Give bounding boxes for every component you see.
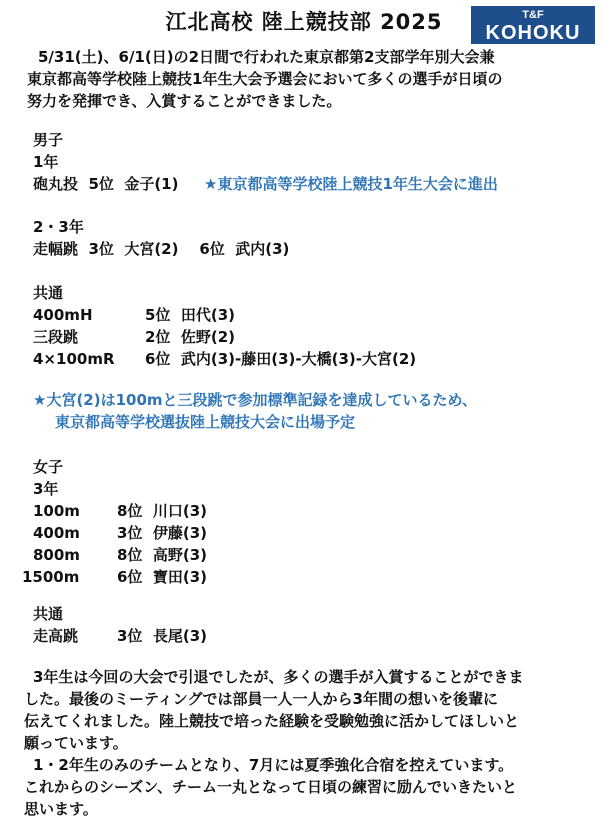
notice-line-1: ★大宮(2)は100mと三段跳で参加標準記録を達成しているため、 xyxy=(33,391,477,409)
intro-line-3: 努力を発揮でき、入賞することができました。 xyxy=(27,92,342,110)
closing-line-2: した。最後のミーティングでは部員一人一人から3年間の想いを後輩に xyxy=(24,690,498,708)
men-grade23-label: 2・3年 xyxy=(33,218,84,236)
men-grade1-note: ★東京都高等学校陸上競技1年生大会に進出 xyxy=(204,175,498,193)
women-result-1: 8位 川口(3) xyxy=(117,502,208,520)
closing-line-6: これからのシーズン、チーム一丸となって日頃の練習に励んでいきたいと xyxy=(24,778,518,796)
women-event-2: 400m xyxy=(33,524,80,542)
page-title: 江北高校 陸上競技部 2025 xyxy=(165,10,443,34)
closing-line-3: 伝えてくれました。陸上競技で培った経験を受験勉強に活かしてほしいと xyxy=(24,712,520,730)
men-common-event-2: 三段跳 xyxy=(33,328,79,346)
men-common-event-1: 400mH xyxy=(33,306,93,324)
women-result-2: 3位 伊藤(3) xyxy=(117,524,208,542)
club-logo xyxy=(471,6,595,44)
intro-line-2: 東京都高等学校陸上競技1年生大会予選会において多くの選手が日頃の xyxy=(27,70,503,88)
women-heading: 女子 xyxy=(33,458,64,476)
women-result-3: 8位 高野(3) xyxy=(117,546,208,564)
men-common-result-2: 2位 佐野(2) xyxy=(145,328,236,346)
men-grade1-label: 1年 xyxy=(33,153,59,171)
women-common-result: 3位 長尾(3) xyxy=(117,627,208,645)
women-event-3: 800m xyxy=(33,546,80,564)
men-heading: 男子 xyxy=(33,131,64,149)
men-grade1-result: 砲丸投 5位 金子(1) xyxy=(33,175,179,193)
closing-line-7: 思います。 xyxy=(24,800,98,818)
closing-line-4: 願っています。 xyxy=(24,734,128,752)
closing-line-1: 3年生は今回の大会で引退でしたが、多くの選手が入賞することができま xyxy=(33,668,524,686)
women-common-label: 共通 xyxy=(33,605,64,623)
men-common-result-1: 5位 田代(3) xyxy=(145,306,236,324)
closing-line-5: 1・2年生のみのチームとなり、7月には夏季強化合宿を控えています。 xyxy=(33,756,514,774)
men-common-result-3: 6位 武内(3)-藤田(3)-大橋(3)-大宮(2) xyxy=(145,350,417,368)
women-result-4: 6位 寶田(3) xyxy=(117,568,208,586)
men-common-label: 共通 xyxy=(33,284,64,302)
logo-line-2: KOHOKU xyxy=(485,22,581,44)
men-grade23-result: 走幅跳 3位 大宮(2) 6位 武内(3) xyxy=(33,240,290,258)
women-event-1: 100m xyxy=(33,502,80,520)
notice-line-2: 東京都高等学校選抜陸上競技大会に出場予定 xyxy=(55,413,356,431)
women-event-4: 1500m xyxy=(22,568,80,586)
intro-line-1: 5/31(土)、6/1(日)の2日間で行われた東京都第2支部学年別大会兼 xyxy=(38,48,495,66)
women-grade3-label: 3年 xyxy=(33,480,59,498)
logo-line-1: T&F xyxy=(522,9,544,21)
women-common-event: 走高跳 xyxy=(33,627,79,645)
men-common-event-3: 4×100mR xyxy=(33,350,115,368)
